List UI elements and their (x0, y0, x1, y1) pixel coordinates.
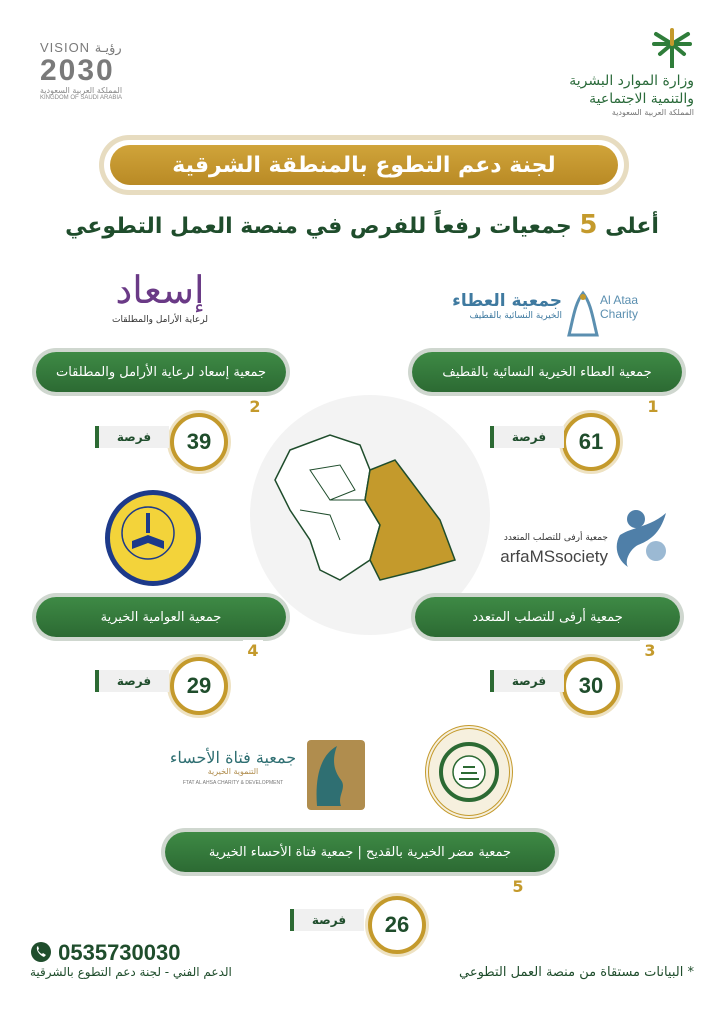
subtitle-post: جمعيات رفعاً للفرص في منصة العمل التطوعي (65, 214, 572, 239)
logo-esaad (100, 265, 220, 340)
entry-2-unit: فرصة (95, 426, 169, 448)
ministry-logo (514, 30, 694, 117)
entry-5-unit: فرصة (290, 909, 364, 931)
logo-al-ataa (430, 285, 670, 345)
mudar-emblem-icon (429, 729, 509, 815)
subtitle (40, 210, 684, 240)
al-ataa-en-1: Al Ataa (600, 293, 639, 307)
logo-fatat-alahsa (165, 740, 365, 815)
saudi-map-icon (270, 430, 470, 590)
fatat-en: FTAT AL AHSA CHARITY & DEVELOPMENT (182, 780, 284, 786)
entry-2-rank: 2 (245, 396, 265, 418)
entry-5-count: 26 (368, 896, 426, 954)
entry-3-count: 30 (562, 657, 620, 715)
page-title: لجنة دعم التطوع بالمنطقة الشرقية (110, 145, 618, 185)
entry-3-name: جمعية أرفى للتصلب المتعدد (415, 597, 680, 637)
fatat-ar-2: التنموية الخيرية (207, 767, 259, 776)
entry-4-rank: 4 (243, 640, 263, 662)
palm-icon (650, 28, 694, 72)
esaad-ar-2: لرعاية الأرامل والمطلقات (112, 315, 208, 325)
vision-top-text: VISION رؤيـة (40, 40, 122, 55)
logo-arfa (470, 505, 680, 575)
al-ataa-ar-2: الخيرية النسائية بالقطيف (469, 311, 562, 321)
entry-3-rank: 3 (640, 640, 660, 662)
entry-2-count: 39 (170, 413, 228, 471)
entry-1-name: جمعية العطاء الخيرية النسائية بالقطيف (412, 352, 682, 392)
arfa-figure-icon (610, 505, 674, 571)
entry-4-unit: فرصة (95, 670, 169, 692)
footer-support: الدعم الفني - لجنة دعم التطوع بالشرقية (30, 965, 232, 979)
vision-country-en: KINGDOM OF SAUDI ARABIA (40, 95, 123, 101)
phone-number: 0535730030 (58, 940, 181, 965)
entry-4-count: 29 (170, 657, 228, 715)
logo-mudar-seal (425, 725, 513, 819)
entry-3-unit: فرصة (490, 670, 564, 692)
arfa-ar: جمعية أرفى للتصلب المتعدد (503, 533, 608, 543)
logo-awamiya-seal (105, 490, 201, 586)
al-ataa-emblem-icon (565, 289, 601, 339)
fatat-ar: جمعية فتاة الأحساء (169, 748, 297, 767)
fatat-face-icon (307, 740, 365, 810)
entry-5-rank: 5 (508, 876, 528, 898)
arfa-en: arfaMSsociety (500, 547, 608, 566)
awamiya-book-icon (110, 495, 196, 581)
esaad-ar: إسعاد (115, 268, 205, 312)
vision-country-ar: المملكة العربية السعودية (40, 86, 123, 95)
entry-1-rank: 1 (643, 396, 663, 418)
entry-1-count: 61 (562, 413, 620, 471)
entry-1-unit: فرصة (490, 426, 564, 448)
subtitle-pre: أعلى (605, 214, 659, 239)
subtitle-number: 5 (579, 210, 598, 240)
title-pill (104, 140, 624, 190)
entry-5-name: جمعية مضر الخيرية بالقديح | جمعية فتاة الأحساء الخيرية (165, 832, 555, 872)
footer-phone (30, 940, 180, 966)
entry-4-name: جمعية العوامية الخيرية (36, 597, 286, 637)
footer-note-text: البيانات مستقاة من منصة العمل التطوعي (459, 965, 684, 980)
vision-2030-logo (40, 40, 150, 101)
vision-year: 2030 (40, 54, 115, 87)
al-ataa-ar: جمعية العطاء (452, 291, 562, 311)
entry-2-name: جمعية إسعاد لرعاية الأرامل والمطلقات (36, 352, 286, 392)
footer-note (459, 965, 694, 980)
ministry-line-1: وزارة الموارد البشرية (569, 73, 694, 89)
footer-note-mark: * (687, 965, 694, 980)
ministry-line-3: المملكة العربية السعودية (611, 108, 694, 117)
al-ataa-en-2: Charity (600, 307, 639, 321)
whatsapp-icon (30, 941, 52, 963)
ministry-line-2: والتنمية الاجتماعية (589, 91, 694, 107)
